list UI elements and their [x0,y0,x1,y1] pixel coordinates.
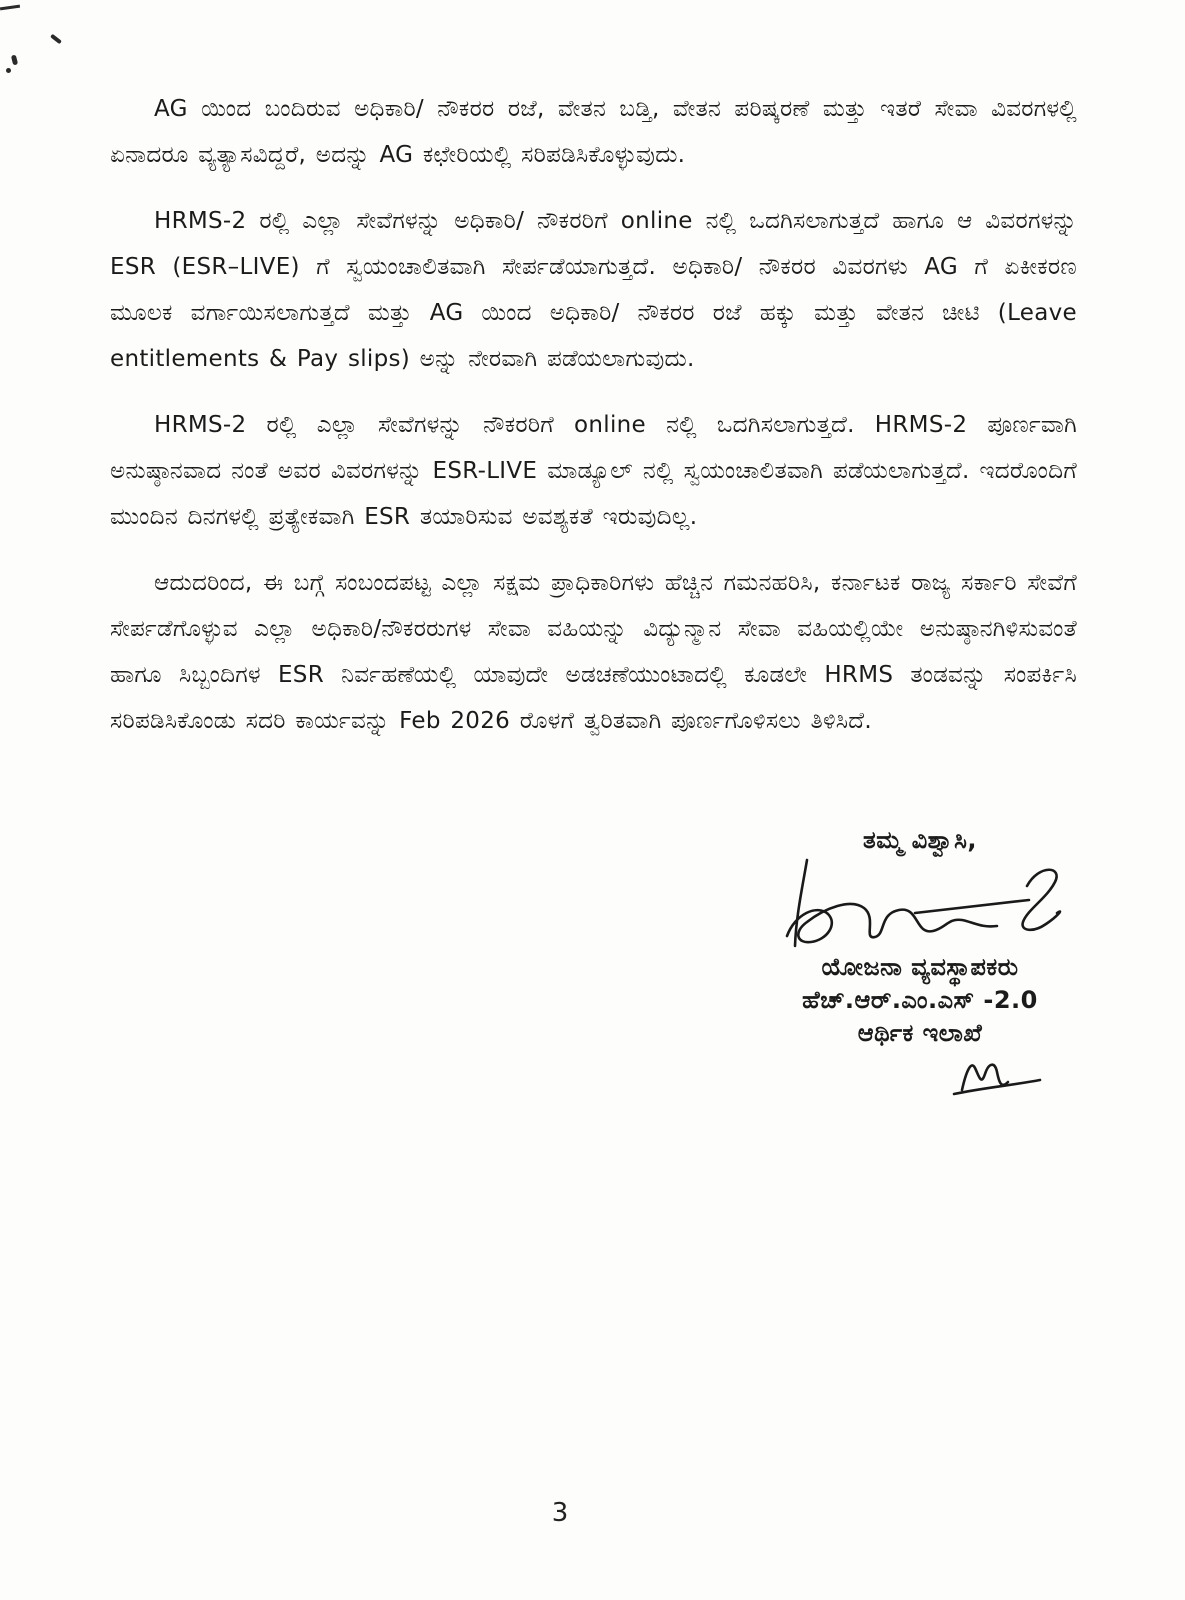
letter-body [110,86,1077,764]
paragraph-hrms2-auto-esr: HRMS-2 ರಲ್ಲಿ ಎಲ್ಲಾ ಸೇವೆಗಳನ್ನು ನೌಕರರಿಗೆ online ನಲ್ಲಿ ಒದಗಿಸಲಾಗುತ್ತದೆ. HRMS-2 ಪೂರ್ಣವಾಗಿ ಅನುಷ್ಠಾನವಾದ ನಂತೆ ಅವರ ವಿವರಗಳನ್ನು ESR-LIVE ಮಾಡ್ಯೂಲ್ ನಲ್ಲಿ ಸ್ವಯಂಚಾಲಿತವಾಗಿ ಪಡೆಯಲಾಗುತ್ತದೆ. ಇದರೊಂದಿಗೆ ಮುಂದಿನ ದಿನಗಳಲ್ಲಿ ಪ್ರತ್ಯೇಕವಾಗಿ ESR ತಯಾರಿಸುವ ಅವಶ್ಯಕತೆ ಇರುವುದಿಲ್ಲ. [110,412,1077,530]
signature-block [740,826,1100,1097]
handwritten-signature [765,856,1075,951]
scan-mark-comma [11,55,18,66]
paragraph-ag-corrections: AG ಯಿಂದ ಬಂದಿರುವ ಅಧಿಕಾರಿ/ ನೌಕರರ ರಜೆ, ವೇತನ ಬಡ್ತಿ, ವೇತನ ಪರಿಷ್ಕರಣೆ ಮತ್ತು ಇತರೆ ಸೇವಾ ವಿವರಗಳಲ್ಲಿ ಏನಾದರೂ ವ್ಯತ್ಯಾಸವಿದ್ದರೆ, ಅದನ್ನು AG ಕಛೇರಿಯಲ್ಲಿ ಸರಿಪಡಿಸಿಕೊಳ್ಳುವುದು. [110,96,1077,168]
signatory-department: ಆರ್ಥಿಕ ಇಲಾಖೆ [857,1019,983,1047]
signatory-org: ಹೆಚ್.ಆರ್.ಎಂ.ಎಸ್ -2.0 [802,986,1038,1014]
paragraph-instructions-feb2026: ಆದುದರಿಂದ, ಈ ಬಗ್ಗೆ ಸಂಬಂದಪಟ್ಟ ಎಲ್ಲಾ ಸಕ್ಷಮ ಪ್ರಾಧಿಕಾರಿಗಳು ಹೆಚ್ಚಿನ ಗಮನಹರಿಸಿ, ಕರ್ನಾಟಕ ರಾಜ್ಯ ಸರ್ಕಾರಿ ಸೇವೆಗೆ ಸೇರ್ಪಡೆಗೊಳ್ಳುವ ಎಲ್ಲಾ ಅಧಿಕಾರಿ/ನೌಕರರುಗಳ ಸೇವಾ ವಹಿಯನ್ನು ವಿದ್ಯುನ್ಮಾನ ಸೇವಾ ವಹಿಯಲ್ಲಿಯೇ ಅನುಷ್ಠಾನಗಿಳಿಸುವಂತೆ ಹಾಗೂ ಸಿಬ್ಬಂದಿಗಳ ESR ನಿರ್ವಹಣೆಯಲ್ಲಿ ಯಾವುದೇ ಅಡಚಣೆಯುಂಟಾದಲ್ಲಿ ಕೂಡಲೇ HRMS ತಂಡವನ್ನು ಸಂಪರ್ಕಿಸಿ ಸರಿಪಡಿಸಿಕೊಂಡು ಸದರಿ ಕಾರ್ಯವನ್ನು Feb 2026 ರೊಳಗೆ ತ್ವರಿತವಾಗಿ ಪೂರ್ಣಗೊಳಿಸಲು ತಿಳಿಸಿದೆ. [110,570,1077,734]
closing-salutation: ತಮ್ಮ ವಿಶ್ವಾಸಿ, [863,826,977,854]
scan-mark-dot [6,68,11,73]
scan-mark-tick [50,34,62,45]
handwritten-initial [950,1052,1045,1097]
page-number: 3 [551,1498,569,1528]
paragraph-hrms2-esr-live: HRMS-2 ರಲ್ಲಿ ಎಲ್ಲಾ ಸೇವೆಗಳನ್ನು ಅಧಿಕಾರಿ/ ನೌಕರರಿಗೆ online ನಲ್ಲಿ ಒದಗಿಸಲಾಗುತ್ತದೆ ಹಾಗೂ ಆ ವಿವರಗಳನ್ನು ESR (ESR–LIVE) ಗೆ ಸ್ವಯಂಚಾಲಿತವಾಗಿ ಸೇರ್ಪಡೆಯಾಗುತ್ತದೆ. ಅಧಿಕಾರಿ/ ನೌಕರರ ವಿವರಗಳು AG ಗೆ ಏಕೀಕರಣ ಮೂಲಕ ವರ್ಗಾಯಿಸಲಾಗುತ್ತದೆ ಮತ್ತು AG ಯಿಂದ ಅಧಿಕಾರಿ/ ನೌಕರರ ರಜೆ ಹಕ್ಕು ಮತ್ತು ವೇತನ ಚೀಟಿ (Leave entitlements & Pay slips) ಅನ್ನು ನೇರವಾಗಿ ಪಡೆಯಲಾಗುವುದು. [110,208,1077,372]
scan-mark-dash [0,5,20,11]
signatory-designation: ಯೋಜನಾ ವ್ಯವಸ್ಥಾಪಕರು [821,953,1019,981]
